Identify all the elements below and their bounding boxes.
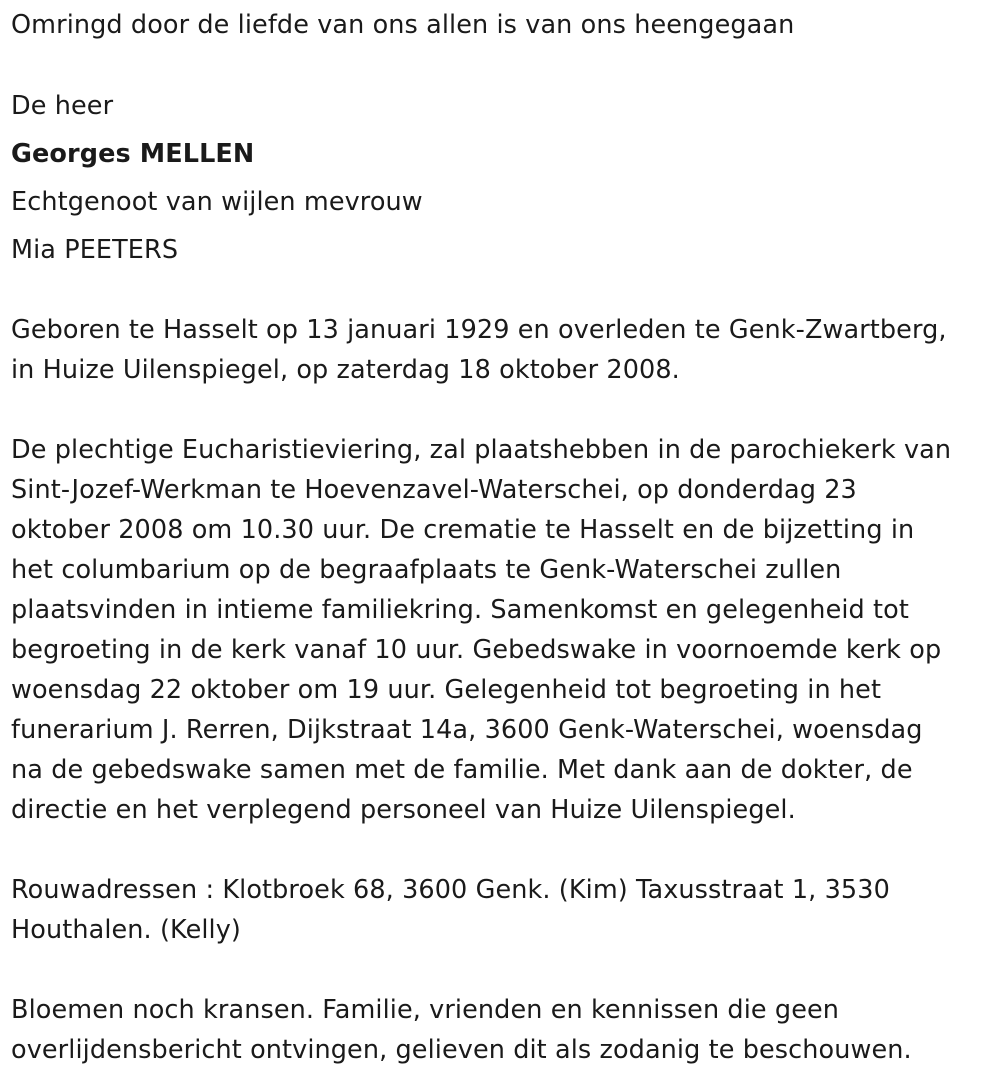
- paragraph-line: Sint-Jozef-Werkman te Hoevenzavel-Waterschei, op donderdag 23: [11, 475, 857, 505]
- paragraph-line: oktober 2008 om 10.30 uur. De crematie te Hasselt en de bijzetting in: [11, 515, 915, 545]
- paragraph-line: directie en het verplegend personeel van Huize Uilenspiegel.: [11, 795, 796, 825]
- paragraph-line: na de gebedswake samen met de familie. Met dank aan de dokter, de: [11, 755, 913, 785]
- paragraph-line: funerarium J. Rerren, Dijkstraat 14a, 3600 Genk-Waterschei, woensdag: [11, 715, 923, 745]
- paragraph-line: Houthalen. (Kelly): [11, 915, 241, 945]
- paragraph-line: het columbarium op de begraafplaats te Genk-Waterschei zullen: [11, 555, 842, 585]
- relation-text: Echtgenoot van wijlen mevrouw: [11, 187, 423, 217]
- deceased-name: Georges MELLEN: [11, 139, 255, 169]
- paragraph-line: begroeting in de kerk vanaf 10 uur. Gebedswake in voornoemde kerk op: [11, 635, 942, 665]
- spouse-name: Mia PEETERS: [11, 235, 179, 265]
- paragraph-line: Rouwadressen : Klotbroek 68, 3600 Genk. (Kim) Taxusstraat 1, 3530: [11, 875, 890, 905]
- paragraph-line: plaatsvinden in intieme familiekring. Samenkomst en gelegenheid tot: [11, 595, 909, 625]
- paragraph-line: in Huize Uilenspiegel, op zaterdag 18 oktober 2008.: [11, 355, 680, 385]
- paragraph-line: overlijdensbericht ontvingen, gelieven dit als zodanig te beschouwen.: [11, 1035, 912, 1065]
- honorific: De heer: [11, 91, 114, 121]
- paragraph-line: Geboren te Hasselt op 13 januari 1929 en overleden te Genk-Zwartberg,: [11, 315, 947, 345]
- paragraph-line: De plechtige Eucharistieviering, zal plaatshebben in de parochiekerk van: [11, 435, 952, 465]
- intro-text: Omringd door de liefde van ons allen is van ons heengegaan: [11, 10, 795, 40]
- paragraph-line: woensdag 22 oktober om 19 uur. Gelegenheid tot begroeting in het: [11, 675, 882, 705]
- paragraph-line: Bloemen noch kransen. Familie, vrienden en kennissen die geen: [11, 995, 840, 1025]
